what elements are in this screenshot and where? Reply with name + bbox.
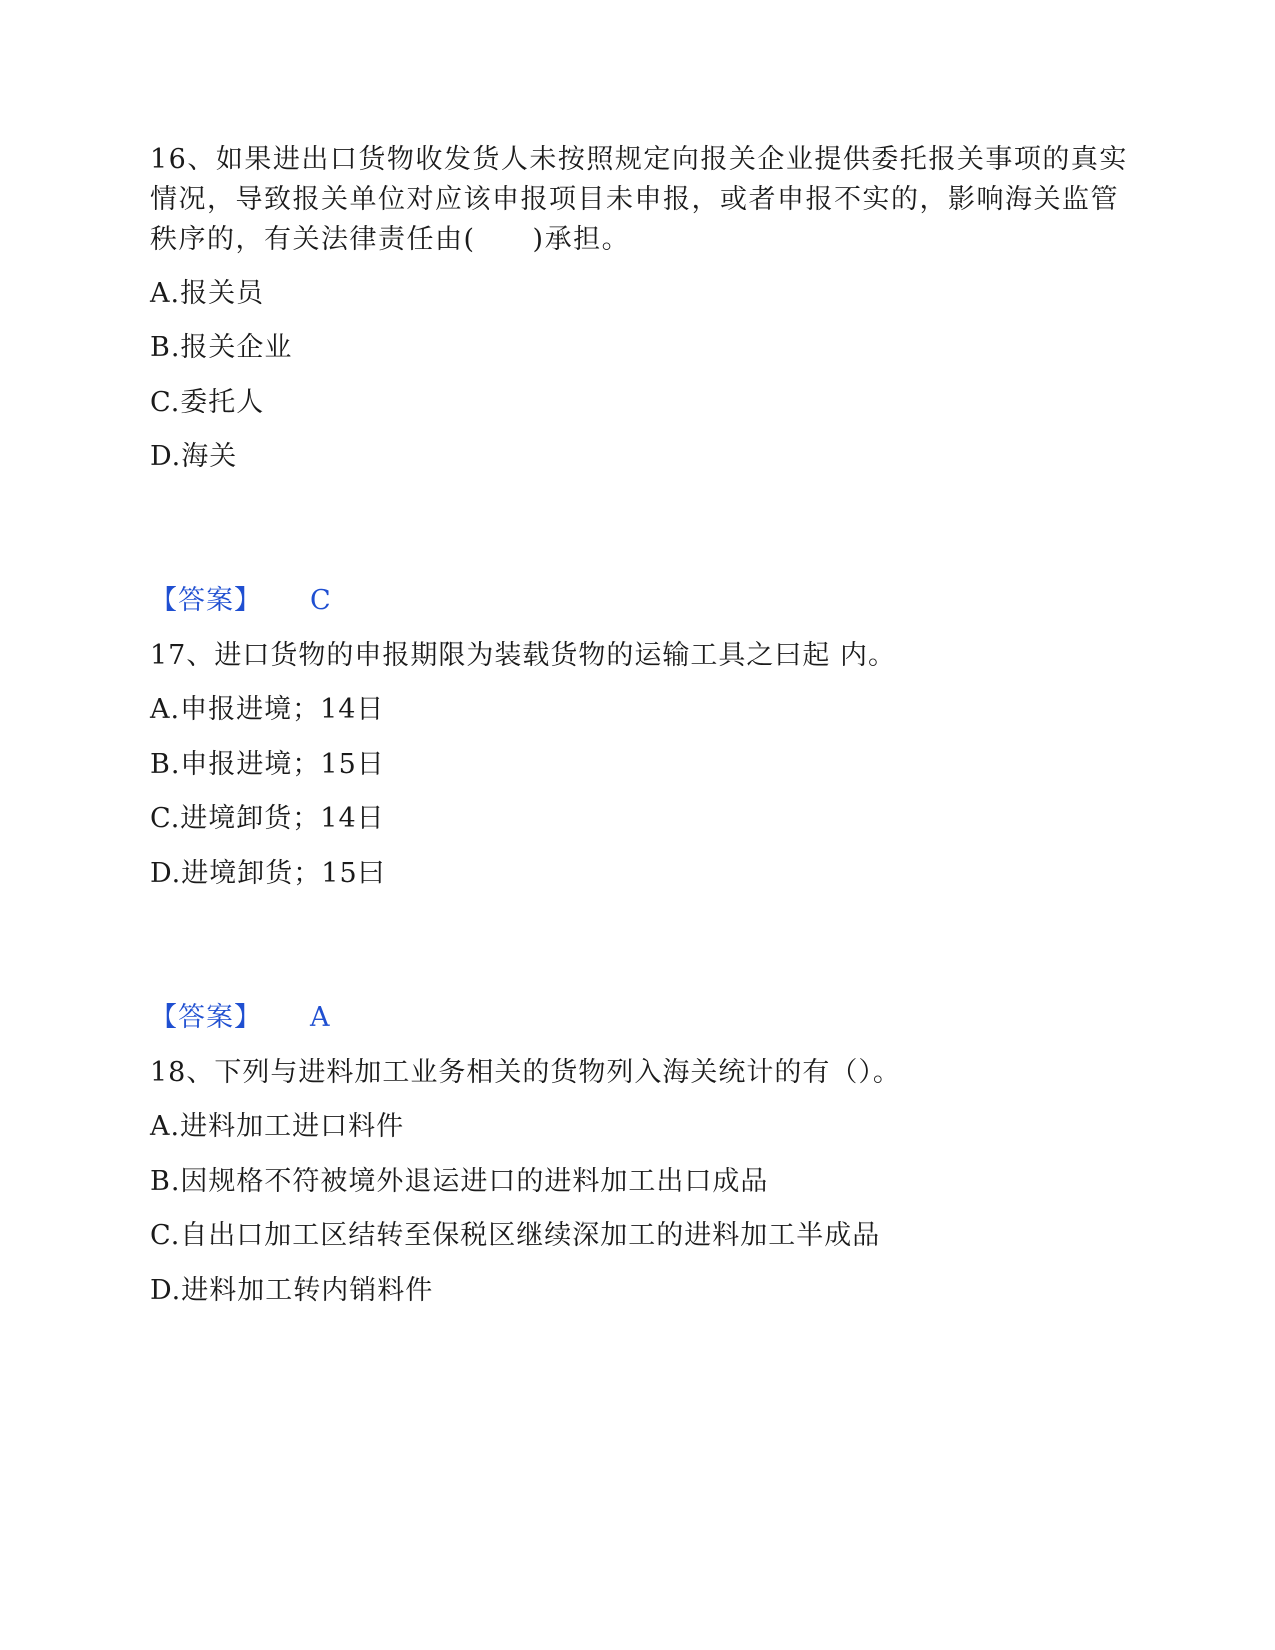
document-page	[150, 0, 1150, 1650]
question-16-option-d: D.海关	[150, 441, 238, 472]
question-16-option-c: C.委托人	[150, 387, 265, 418]
question-18-option-d: D.进料加工转内销料件	[150, 1275, 434, 1306]
question-18-stem: 18、下列与进料加工业务相关的货物列入海关统计的有（）。	[150, 1057, 901, 1088]
question-16-option-a: A.报关员	[150, 278, 265, 309]
answer-value: A	[310, 1002, 331, 1033]
answer-label: 【答案】	[150, 585, 262, 616]
question-16-answer	[150, 581, 332, 621]
question-17-option-a: A.申报进境；14日	[150, 694, 385, 725]
question-17-answer	[150, 998, 331, 1038]
question-18-option-a: A.进料加工进口料件	[150, 1111, 405, 1142]
answer-label: 【答案】	[150, 1002, 262, 1033]
question-17-option-b: B.申报进境；15日	[150, 749, 385, 780]
question-18-option-b: B.因规格不符被境外退运进口的进料加工出口成品	[150, 1166, 769, 1197]
question-17-stem: 17、进口货物的申报期限为装载货物的运输工具之曰起 内。	[150, 640, 896, 671]
question-16-option-b: B.报关企业	[150, 332, 293, 363]
question-17-option-d: D.进境卸货；15曰	[150, 858, 386, 889]
question-16-stem: 16、如果进出口货物收发货人未按照规定向报关企业提供委托报关事项的真实情况，导致报关单位对应该申报项目未申报，或者申报不实的，影响海关监管秩序的，有关法律责任由( )承担。	[150, 144, 1128, 255]
answer-value: C	[310, 585, 332, 616]
question-18-option-c: C.自出口加工区结转至保税区继续深加工的进料加工半成品	[150, 1220, 881, 1251]
question-17-option-c: C.进境卸货；14日	[150, 803, 385, 834]
